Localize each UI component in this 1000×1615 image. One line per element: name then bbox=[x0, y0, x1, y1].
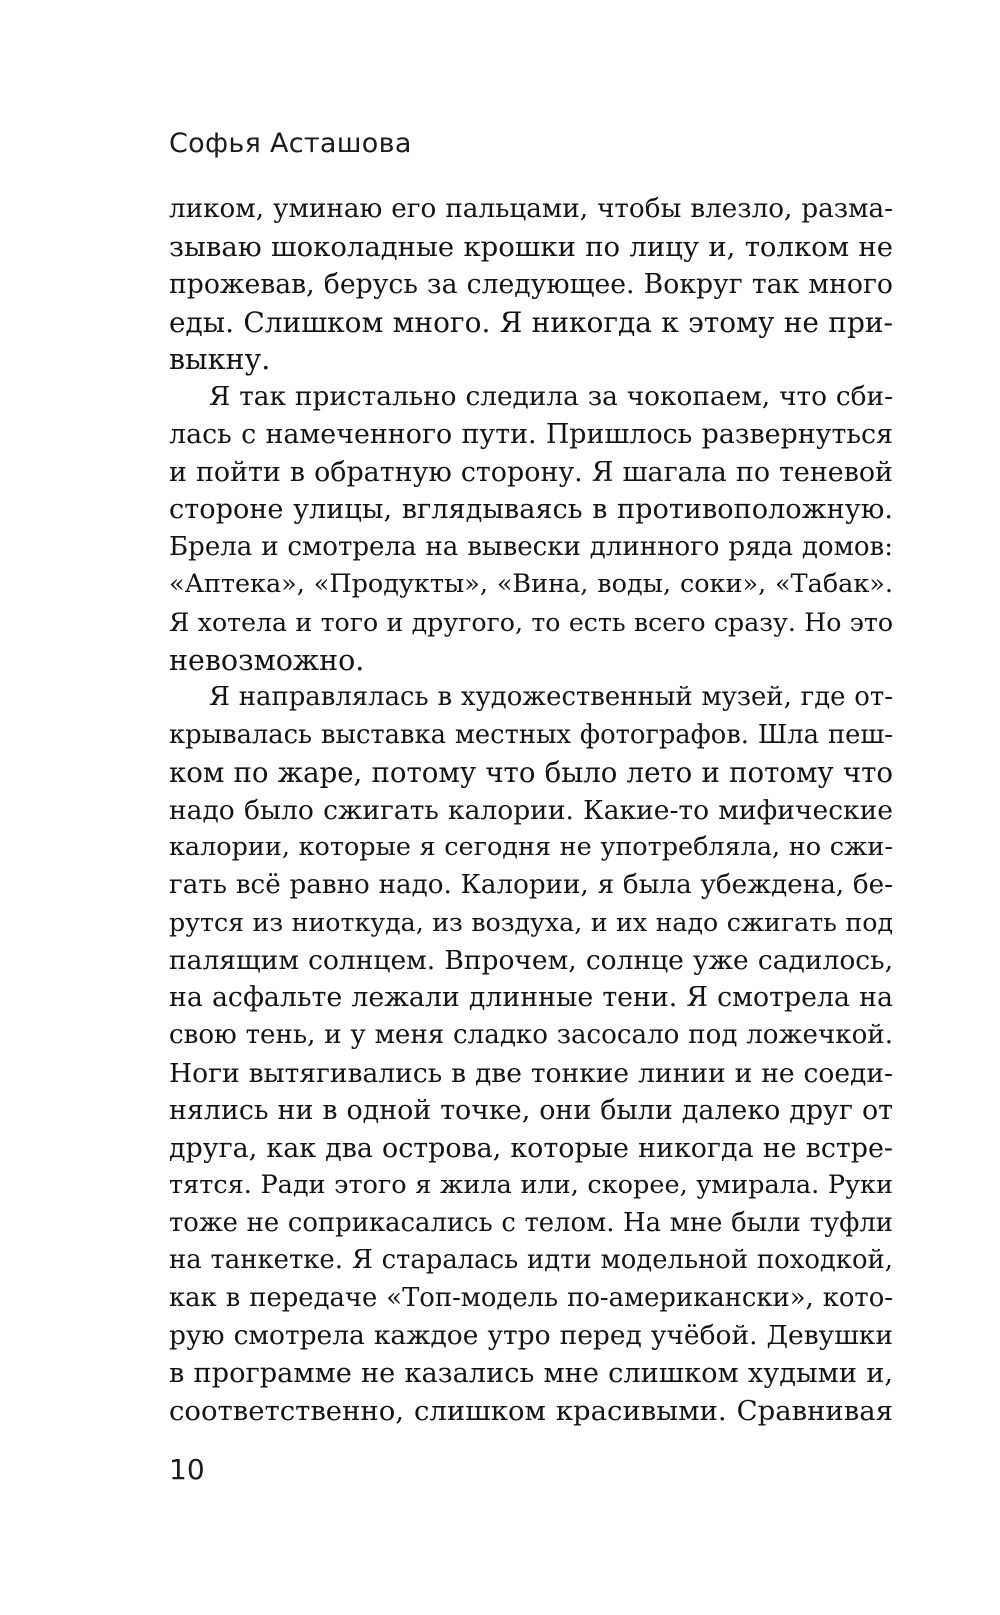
text-line: как в передаче «Топ-модель по-американски», кото- bbox=[169, 1282, 893, 1313]
text-line: Я так пристально следила за чокопаем, что сби- bbox=[209, 381, 893, 412]
text-line: на танкетке. Я старалась идти модельной походкой, bbox=[169, 1245, 893, 1276]
paragraph bbox=[169, 379, 893, 679]
text-line: крывалась выставка местных фотографов. Шла пеш- bbox=[169, 719, 893, 750]
text-line: калории, которые я сегодня не употребляла, но сжи- bbox=[169, 832, 893, 863]
text-line: в программе не казались мне слишком худыми и, bbox=[169, 1357, 893, 1389]
text-line: Ноги вытягивались в две тонкие линии и не соеди- bbox=[169, 1057, 893, 1089]
page-number: 10 bbox=[169, 1453, 205, 1486]
text-line: еды. Слишком много. Я никогда к этому не при- bbox=[169, 305, 893, 339]
text-line: палящим солнцем. Впрочем, солнце уже садилось, bbox=[169, 944, 893, 976]
text-line: невозможно. bbox=[169, 643, 365, 677]
text-line: зываю шоколадные крошки по лицу и, толком не bbox=[169, 230, 893, 263]
paragraph bbox=[169, 191, 893, 379]
text-line: выкну. bbox=[169, 343, 271, 377]
text-line: и пойти в обратную сторону. Я шагала по теневой bbox=[169, 456, 893, 488]
text-line: Я направлялась в художественный музей, где от- bbox=[209, 682, 893, 713]
text-line: на асфальте лежали длинные тени. Я смотрела на bbox=[169, 982, 893, 1014]
text-line: ком по жаре, потому что было лето и потому что bbox=[169, 756, 893, 790]
body-text bbox=[169, 191, 893, 1430]
text-line: ликом, уминаю его пальцами, чтобы влезло, разма- bbox=[169, 194, 893, 224]
text-line: друга, как два острова, которые никогда не встре- bbox=[169, 1132, 893, 1164]
running-head: Софья Асташова bbox=[169, 128, 412, 159]
text-line: гать всё равно надо. Калории, я была убеждена, бе- bbox=[169, 869, 893, 900]
text-line: рутся из ниоткуда, из воздуха, и их надо сжигать под bbox=[169, 908, 893, 938]
text-line: Я хотела и того и другого, то есть всего сразу. Но это bbox=[169, 608, 893, 638]
text-line: стороне улицы, вглядываясь в противоположную. bbox=[169, 494, 893, 526]
text-line: соответственно, слишком красивыми. Сравнивая bbox=[169, 1394, 893, 1427]
text-line: тятся. Ради этого я жила или, скорее, умирала. Руки bbox=[169, 1170, 893, 1201]
text-line: тоже не соприкасались с телом. На мне были туфли bbox=[169, 1207, 893, 1238]
text-line: свою тень, и у меня сладко засосало под ложечкой. bbox=[169, 1020, 893, 1051]
text-line: «Аптека», «Продукты», «Вина, воды, соки», «Табак». bbox=[169, 569, 893, 600]
text-line: лась с намеченного пути. Пришлось развернуться bbox=[169, 419, 893, 451]
text-line: рую смотрела каждое утро перед учёбой. Девушки bbox=[169, 1320, 893, 1352]
text-line: нялись ни в одной точке, они были далеко друг от bbox=[169, 1095, 893, 1127]
text-line: надо было сжигать калории. Какие-то мифические bbox=[169, 794, 893, 826]
text-line: прожевав, берусь за следующее. Вокруг так много bbox=[169, 269, 893, 301]
text-line: Брела и смотрела на вывески длинного ряда домов: bbox=[169, 531, 893, 562]
paragraph bbox=[169, 679, 893, 1430]
